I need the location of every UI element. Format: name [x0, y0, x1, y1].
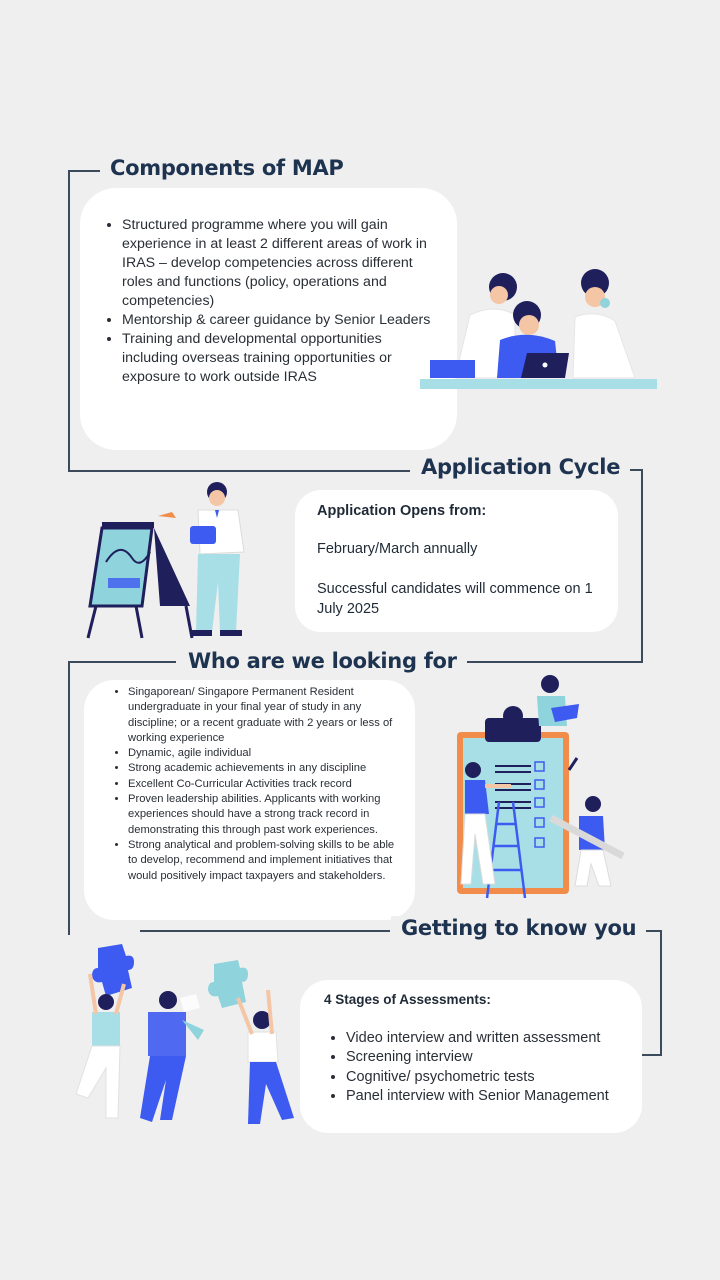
list-item: • Strong academic achievements in any discipline [128, 761, 396, 776]
list-item: • Training and developmental opportunities including overseas training opportunities or exposure to work outside IRAS [122, 330, 440, 387]
knowing-list [324, 1029, 646, 1106]
looking-card [84, 680, 415, 920]
connector-line [68, 470, 410, 472]
components-card [80, 188, 457, 450]
connector-line [660, 930, 662, 1056]
list-item: • Screening interview [346, 1048, 646, 1067]
connector-line [445, 661, 643, 663]
list-item: • Strong analytical and problem-solving skills to be able to develop, recommend and implement initiatives that would positively impact taxpayers and stakeholders. [128, 838, 396, 884]
connector-line [68, 170, 102, 172]
application-opens-label: Application Opens from: [317, 503, 487, 519]
looking-list [106, 685, 396, 884]
connector-line [68, 661, 176, 663]
list-item: • Cognitive/ psychometric tests [346, 1068, 646, 1087]
knowing-card [300, 980, 642, 1133]
section-title-components: Components of MAP [100, 156, 354, 180]
section-title-application: Application Cycle [411, 455, 630, 479]
application-commence-text: Successful candidates will commence on 1 July 2025 [317, 581, 593, 617]
list-item: • Structured programme where you will gain experience in at least 2 different areas of work in IRAS – develop competencies across different roles and functions (policy, operations and competencies) [122, 216, 440, 311]
connector-line [140, 930, 390, 932]
connector-line [68, 170, 70, 472]
application-card [295, 490, 618, 632]
list-item: • Video interview and written assessment [346, 1029, 646, 1048]
list-item: • Dynamic, agile individual [128, 746, 396, 761]
list-item: • Panel interview with Senior Management [346, 1087, 646, 1106]
connector-line [641, 469, 643, 663]
knowing-subtitle: 4 Stages of Assessments: [324, 992, 491, 1007]
list-item: • Singaporean/ Singapore Permanent Resident undergraduate in your final year of study in any discipline; or a recent graduate with 2 years or less of working experience [128, 685, 396, 746]
list-item: • Proven leadership abilities. Applicants with working experiences should have a strong track record in demonstrating this through past work experiences. [128, 792, 396, 838]
puzzle-team-illustration [62, 938, 304, 1130]
presenter-board-illustration [80, 482, 255, 642]
application-opens-value: February/March annually [317, 541, 478, 557]
components-list [100, 216, 440, 387]
checklist-team-illustration [455, 674, 635, 900]
section-title-knowing: Getting to know you [391, 916, 646, 940]
list-item: • Mentorship & career guidance by Senior Leaders [122, 311, 440, 330]
team-laptop-illustration [415, 265, 660, 393]
connector-line [68, 661, 70, 935]
list-item: • Excellent Co-Curricular Activities track record [128, 777, 396, 792]
section-title-looking: Who are we looking for [178, 649, 467, 673]
